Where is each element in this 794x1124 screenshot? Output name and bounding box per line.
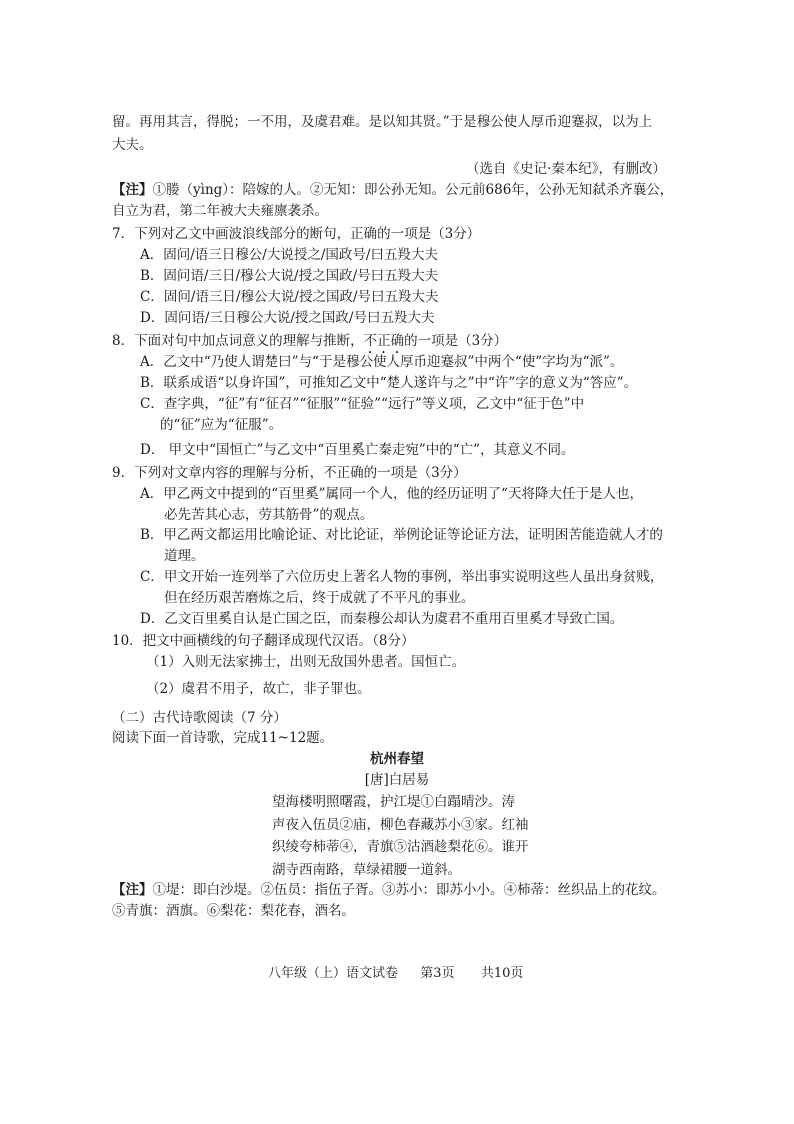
stem-part: 的一项是（3分） bbox=[404, 333, 508, 349]
poem-author: [唐]白居易 bbox=[364, 772, 430, 788]
stem-part: 8．下面对句中加点词意义的理解与推断， bbox=[112, 333, 364, 349]
question-7-stem: 7．下列对乙文中画波浪线部分的断句，正确的一项是（3分） bbox=[112, 226, 481, 242]
note-text: ①媵（yìng）：陪嫁的人。②无知：即公孙无知。公元前686年，公孙无知弑杀齐襄公， bbox=[152, 182, 674, 198]
question-9-stem: 9．下列对文章内容的理解与分析，不正确的一项是（3分） bbox=[112, 465, 467, 481]
question-8-option-b: B．联系成语“以身许国”，可推知乙文中“楚人遂许与之”中“许”字的意义为“答应”。 bbox=[140, 375, 638, 391]
footer-exam-name: 八年级（上）语文试卷 bbox=[268, 966, 399, 981]
note-line: 自立为君，第二年被大夫雍廪袭杀。 bbox=[112, 203, 328, 219]
question-7-option-b: B．固问语/三日/穆公大说/授之国政/号曰五羖大夫 bbox=[140, 268, 439, 284]
passage-line: 大夫。 bbox=[112, 137, 153, 153]
question-7-option-a: A．固问/语三日穆公/大说授之/国政号/曰五羖大夫 bbox=[140, 247, 438, 263]
question-8-option-a: A．乙文中“乃使人谓楚曰”与“于是穆公使人厚币迎蹇叔”中两个“使”字均为“派”。 bbox=[140, 354, 624, 370]
footer-page-number: 第3页 bbox=[420, 966, 455, 981]
note-text: ①堤：即白沙堤。②伍员：指伍子胥。③苏小：即苏小小。④柿蒂：丝织品上的花纹。 bbox=[152, 882, 666, 898]
note-line: ⑤青旗：酒旗。⑥梨花：梨花春，酒名。 bbox=[112, 903, 355, 919]
question-8-option-c: C．查字典，“征”有“征召”“征服”“征验”“远行”等义项，乙文中“征于色”中 bbox=[140, 396, 585, 412]
poem-title: 杭州春望 bbox=[370, 751, 424, 767]
note-label: 【注】 bbox=[112, 882, 153, 898]
question-7-option-d: D．固问语/三日穆公大说/授之国政/号曰五羖大夫 bbox=[140, 310, 435, 326]
note-label: 【注】 bbox=[112, 182, 153, 198]
section-instruction: 阅读下面一首诗歌，完成11~12题。 bbox=[112, 730, 334, 746]
stem-emphasis: 不正确 bbox=[363, 333, 405, 349]
note-line bbox=[112, 881, 666, 899]
question-7-option-c: C．固问/语三日/穆公大说/授之国政/号曰五羖大夫 bbox=[140, 289, 439, 305]
poem-line: 织绫夸柿蒂④，青旗⑤沽酒趁梨花⑥。谁开 bbox=[272, 839, 529, 855]
question-9-option-b: B．甲乙两文都运用比喻论证、对比论证，举例论证等论证方法，证明困苦能造就人才的 bbox=[140, 527, 663, 543]
question-8-option-c-cont: 的“征”应为“征服”。 bbox=[160, 417, 283, 433]
section-heading: （二）古代诗歌阅读（7 分） bbox=[112, 710, 287, 726]
question-9-option-d: D．乙文百里奚自认是亡国之臣，而秦穆公却认为虞君不重用百里奚才导致亡国。 bbox=[140, 611, 624, 627]
question-8-option-d: D． 甲文中“国恒亡”与乙文中“百里奚亡秦走宛”中的“亡”，其意义不同。 bbox=[140, 442, 575, 458]
poem-line: 声夜入伍员②庙，柳色春藏苏小③家。红袖 bbox=[272, 817, 529, 833]
note-line bbox=[112, 181, 673, 199]
question-9-option-a-cont: 必先苦其心志，劳其筋骨”的观点。 bbox=[164, 507, 374, 523]
passage-source: （选自《史记·秦本纪》，有删改） bbox=[466, 161, 667, 177]
footer-total-pages: 共10页 bbox=[480, 966, 524, 981]
page-footer bbox=[268, 965, 523, 983]
question-10-sentence-2: （2）虞君不用子，故亡，非子罪也。 bbox=[146, 681, 371, 697]
question-9-option-b-cont: 道理。 bbox=[164, 548, 205, 564]
question-9-option-c: C．甲文开始一连列举了六位历史上著名人物的事例，举出事实说明这些人虽出身贫贱， bbox=[140, 569, 664, 585]
question-10-stem: 10．把文中画横线的句子翻译成现代汉语。（8分） bbox=[112, 633, 415, 649]
poem-line: 湖寺西南路，草绿裙腰一道斜。 bbox=[272, 862, 461, 878]
question-9-option-c-cont: 但在经历艰苦磨炼之后，终于成就了不平凡的事业。 bbox=[164, 590, 475, 606]
question-10-sentence-1: （1）入则无法家拂士，出则无敌国外患者。国恒亡。 bbox=[146, 654, 466, 670]
poem-line: 望海楼明照曙霞，护江堤①白蹋晴沙。涛 bbox=[272, 794, 515, 810]
passage-line: 留。再用其言，得脱；一不用，及虞君难。是以知其贤。”于是穆公使人厚币迎蹇叔，以为上 bbox=[112, 114, 653, 130]
question-9-option-a: A．甲乙两文中提到的“百里奚”属同一个人，他的经历证明了“天将降大任于是人也， bbox=[140, 486, 643, 502]
